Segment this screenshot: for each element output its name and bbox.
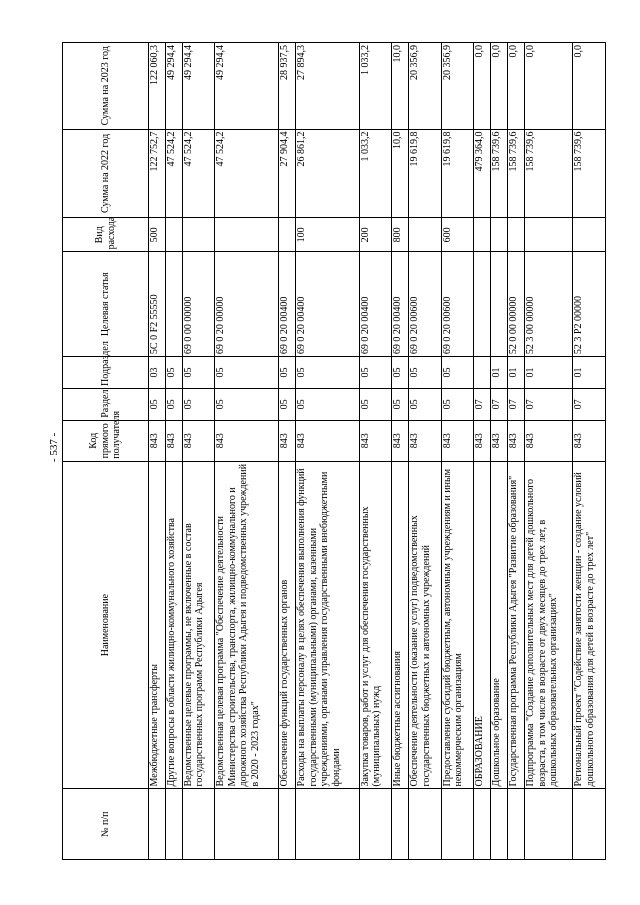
cell-name: Межбюджетные трансферты [149,461,166,789]
cell-code: 843 [525,420,573,461]
cell-target: 69 0 20 00600 [441,252,474,357]
cell-code: 843 [279,420,296,461]
cell-podrazdel: 05 [441,357,474,389]
cell-razdel: 05 [149,388,166,420]
cell-target [165,252,182,357]
cell-vid [279,218,296,252]
cell-num [409,789,442,860]
table-row [359,43,392,860]
cell-code: 843 [491,420,508,461]
cell-name: Ведомственные целевые программы, не включенные в состав государственных программ Республики Адыгея [182,461,215,789]
cell-target: 5С 0 F2 55550 [149,252,166,357]
cell-target: 69 0 20 00400 [392,252,409,357]
cell-vid: 600 [441,218,474,252]
header-razdel: Раздел [63,388,149,420]
cell-sum2023: 28 937,5 [279,43,296,130]
cell-vid [491,218,508,252]
table-row [409,43,442,860]
table-row [491,43,508,860]
header-podrazdel: Подраздел [63,357,149,389]
cell-sum2023: 0,0 [491,43,508,130]
cell-razdel: 07 [573,388,606,420]
header-name: Наименование [63,461,149,789]
cell-num [182,789,215,860]
cell-num [491,789,508,860]
cell-sum2022: 19 619,8 [441,129,474,218]
cell-target: 52 3 Р2 00000 [573,252,606,357]
cell-razdel: 07 [525,388,573,420]
cell-vid: 500 [149,218,166,252]
cell-code: 843 [182,420,215,461]
cell-num [392,789,409,860]
cell-vid [409,218,442,252]
header-sum2022: Сумма на 2022 год [63,129,149,218]
cell-razdel: 05 [182,388,215,420]
cell-razdel: 05 [392,388,409,420]
cell-vid [165,218,182,252]
cell-num [149,789,166,860]
cell-sum2023: 0,0 [508,43,525,130]
cell-vid [182,218,215,252]
cell-vid [525,218,573,252]
cell-code: 843 [409,420,442,461]
cell-num [508,789,525,860]
cell-code: 843 [573,420,606,461]
cell-name: Закупка товаров, работ и услуг для обеспечения государственных (муниципальных) нужд [359,461,392,789]
cell-razdel: 05 [409,388,442,420]
cell-razdel: 07 [508,388,525,420]
cell-vid [215,218,279,252]
table-row [474,43,491,860]
cell-sum2022: 158 739,6 [573,129,606,218]
cell-sum2023: 0,0 [474,43,491,130]
table-body [149,43,606,860]
cell-code: 843 [474,420,491,461]
cell-podrazdel: 05 [182,357,215,389]
cell-code: 843 [359,420,392,461]
header-vid: Вид расхода [63,218,149,252]
cell-name: Другие вопросы в области жилищно-коммунального хозяйства [165,461,182,789]
cell-podrazdel: 05 [392,357,409,389]
cell-sum2022: 158 739,6 [508,129,525,218]
cell-sum2023: 0,0 [525,43,573,130]
table-row [165,43,182,860]
cell-name: ОБРАЗОВАНИЕ [474,461,491,789]
cell-num [474,789,491,860]
cell-target: 69 0 20 00400 [359,252,392,357]
cell-podrazdel: 03 [149,357,166,389]
header-num: № п/п [63,789,149,860]
cell-code: 843 [296,420,360,461]
budget-table-rotated [62,42,606,860]
cell-razdel: 05 [296,388,360,420]
cell-vid [573,218,606,252]
cell-target: 69 0 20 00000 [215,252,279,357]
header-target: Целевая статья [63,252,149,357]
cell-sum2023: 10,0 [392,43,409,130]
cell-podrazdel: 05 [359,357,392,389]
cell-name: Обеспечение деятельности (оказание услуг) подведомственных государственных бюджетных и автономных учреждений [409,461,442,789]
cell-num [525,789,573,860]
cell-razdel: 05 [215,388,279,420]
cell-code: 843 [441,420,474,461]
cell-vid: 200 [359,218,392,252]
cell-sum2022: 26 861,2 [296,129,360,218]
table-row [441,43,474,860]
header-code: Код прямого получателя [63,420,149,461]
cell-sum2023: 27 894,3 [296,43,360,130]
cell-target: 52 3 00 00000 [525,252,573,357]
cell-podrazdel: 01 [525,357,573,389]
table-row [508,43,525,860]
cell-sum2023: 122 060,3 [149,43,166,130]
cell-sum2022: 47 524,2 [165,129,182,218]
table-header-row [63,43,149,860]
table-row [296,43,360,860]
cell-name: Иные бюджетные ассигнования [392,461,409,789]
cell-name: Региональный проект "Содействие занятости женщин - создание условий дошкольного образования для детей в возрасте до трех лет" [573,461,606,789]
cell-num [441,789,474,860]
cell-sum2022: 158 739,6 [525,129,573,218]
cell-name: Государственная программа Республики Адыгея "Развитие образования" [508,461,525,789]
cell-code: 843 [149,420,166,461]
cell-podrazdel: 01 [508,357,525,389]
cell-podrazdel: 05 [409,357,442,389]
cell-vid: 100 [296,218,360,252]
cell-code: 843 [165,420,182,461]
budget-table [62,42,606,860]
cell-name: Подпрограмма "Создание дополнительных мест для детей дошкольного возраста, в том числе в возрасте от двух месяцев до трех лет, в дошкольных образовательных организациях" [525,461,573,789]
cell-name: Расходы на выплаты персоналу в целях обеспечения выполнения функций государственными (муниципальными) органами, казенными учреждениями, органами управления государственными внебюджетными фондами [296,461,360,789]
cell-sum2022: 479 364,0 [474,129,491,218]
cell-podrazdel [474,357,491,389]
cell-name: Обеспечение функций государственных органов [279,461,296,789]
cell-sum2022: 47 524,2 [215,129,279,218]
cell-sum2023: 49 294,4 [182,43,215,130]
cell-razdel: 05 [279,388,296,420]
cell-razdel: 07 [491,388,508,420]
cell-sum2022: 1 033,2 [359,129,392,218]
cell-sum2022: 27 904,4 [279,129,296,218]
cell-num [215,789,279,860]
cell-name: Ведомственная целевая программа "Обеспечение деятельности Министерства строительства, транспорта, жилищно-коммунального и дорожного хозяйства Республики Адыгея и подведомственных учреждений в 2020 - 2023 годах" [215,461,279,789]
cell-name: Предоставление субсидий бюджетным, автономным учреждениям и иным некоммерческим организациям [441,461,474,789]
cell-sum2022: 19 619,8 [409,129,442,218]
cell-podrazdel: 01 [573,357,606,389]
cell-razdel: 05 [441,388,474,420]
cell-podrazdel: 01 [491,357,508,389]
table-row [573,43,606,860]
cell-num [279,789,296,860]
cell-code: 843 [392,420,409,461]
cell-sum2023: 20 356,9 [441,43,474,130]
table-row [182,43,215,860]
cell-sum2022: 10,0 [392,129,409,218]
cell-target [491,252,508,357]
cell-podrazdel: 05 [296,357,360,389]
table-row [215,43,279,860]
cell-num [573,789,606,860]
cell-sum2023: 0,0 [573,43,606,130]
table-row [279,43,296,860]
cell-name: Дошкольное образование [491,461,508,789]
cell-target: 52 0 00 00000 [508,252,525,357]
cell-target [474,252,491,357]
cell-podrazdel: 05 [215,357,279,389]
cell-sum2023: 1 033,2 [359,43,392,130]
cell-razdel: 05 [359,388,392,420]
cell-code: 843 [508,420,525,461]
cell-code: 843 [215,420,279,461]
cell-sum2022: 47 524,2 [182,129,215,218]
cell-razdel: 05 [165,388,182,420]
cell-num [296,789,360,860]
cell-sum2023: 20 356,9 [409,43,442,130]
cell-target: 69 0 20 00400 [296,252,360,357]
cell-num [165,789,182,860]
cell-sum2022: 122 752,7 [149,129,166,218]
cell-num [359,789,392,860]
cell-podrazdel: 05 [279,357,296,389]
table-row [392,43,409,860]
cell-sum2022: 158 739,6 [491,129,508,218]
cell-razdel: 07 [474,388,491,420]
header-sum2023: Сумма на 2023 год [63,43,149,130]
cell-vid [474,218,491,252]
cell-vid: 800 [392,218,409,252]
cell-sum2023: 49 294,4 [215,43,279,130]
cell-target: 69 0 20 00600 [409,252,442,357]
cell-vid [508,218,525,252]
cell-podrazdel: 05 [165,357,182,389]
table-row [149,43,166,860]
cell-target: 69 0 20 00400 [279,252,296,357]
cell-sum2023: 49 294,4 [165,43,182,130]
table-row [525,43,573,860]
cell-target: 69 0 00 00000 [182,252,215,357]
